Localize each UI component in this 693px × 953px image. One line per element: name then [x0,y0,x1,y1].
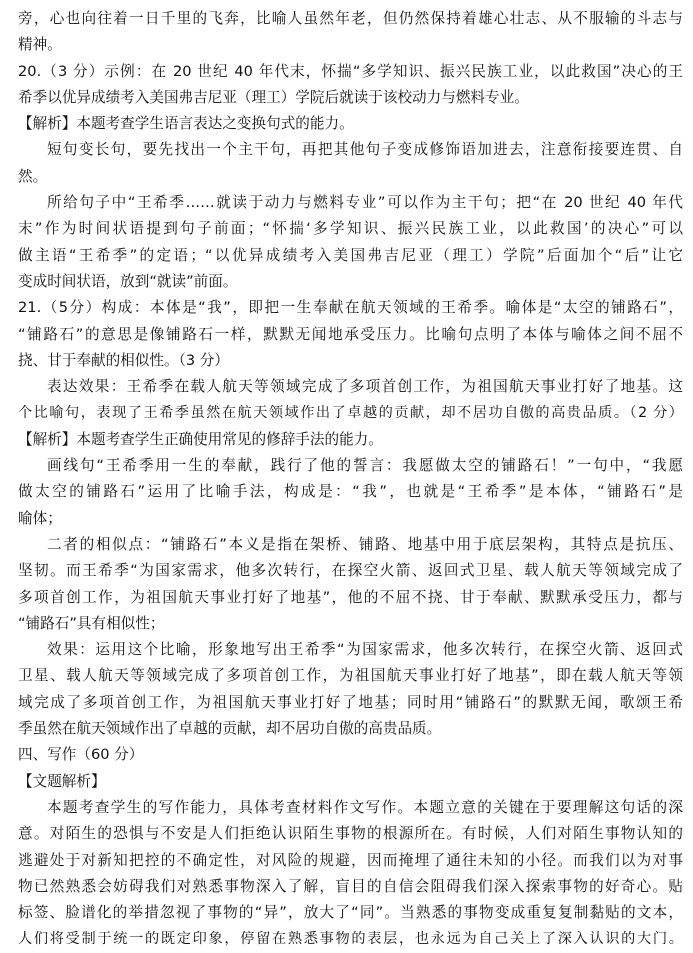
text-line: 做主语“王希季”的定语；“以优异成绩考入美国弗吉尼亚（理工）学院”后面加个“后”让它 [18,246,683,264]
text-line: 坚韧。而王希季“为国家需求，他多次转行，在探空火箭、返回式卫星、载人航天等领域完成了 [18,562,683,580]
text-line: 精神。 [18,36,62,54]
text-line: 挠、甘于奉献的相似性。（3 分） [18,351,229,369]
text-line: 短句变长句，要先找出一个主干句，再把其他句子变成修饰语加进去，注意衔接要连贯、自 [47,141,683,159]
section-heading-writing: 四、写作（60 分） [18,746,144,764]
text-line: 所给句子中“王希季……就读于动力与燃料专业”可以作为主干句；把“在 20 世纪 40 年代 [47,194,683,212]
text-line: “铺路石”的意思是像铺路石一样，默默无闻地承受压力。比喻句点明了本体与喻体之间不屈不 [18,325,683,343]
text-line: 二者的相似点：“铺路石”本义是指在架桥、铺路、地基中用于底层架构，其特点是抗压、 [47,535,683,553]
text-line: 表达效果：王希季在载人航天等领域完成了多项首创工作，为祖国航天事业打好了地基。这 [47,378,683,396]
text-line: 希季以优异成绩考入美国弗吉尼亚（理工）学院后就读于该校动力与燃料专业。 [18,88,529,106]
text-line: 卫星、载人航天等领域完成了多项首创工作，为祖国航天事业打好了地基”，即在载人航天等领 [18,667,683,685]
text-line: 然。 [18,167,48,185]
question-21-answer: 21.（5分）构成：本体是“我”，即把一生奉献在航天领域的王希季。喻体是“太空的铺路石”， [18,299,683,317]
text-line: 喻体； [18,509,62,527]
text-line: 做太空的铺路石”运用了比喻手法，构成是：“我”，也就是“王希季”是本体，“铺路石”是 [18,483,683,501]
text-line: 效果：运用这个比喻，形象地写出王希季“为国家需求，他多次转行，在探空火箭、返回式 [47,641,683,659]
topic-analysis-heading: 【文题解析】 [18,772,106,790]
question-20-answer: 20.（3 分）示例：在 20 世纪 40 年代末，怀揣“多学知识、振兴民族工业，以此救国”决心的王 [18,62,683,80]
text-line: 标签、脸谱化的举措忽视了事物的“异”，放大了“同”。当熟悉的事物变成重复复制黏贴的文本， [18,904,683,922]
text-line: 变成时间状语，放到“就读”前面。 [18,272,238,290]
text-line: 物已然熟悉会妨碍我们对熟悉事物深入了解，盲目的自信会阻碍我们深入探索事物的好奇心。贴 [18,877,683,895]
text-line: 多项首创工作，为祖国航天事业打好了地基”，他的不屈不挠、甘于奉献、默默承受压力，都与 [18,588,683,606]
text-line: 逃避处于对新知把控的不确定性，对风险的规避，因而掩埋了通往未知的小径。而我们以为对事 [18,851,683,869]
analysis-heading: 【解析】本题考查学生语言表达之变换句式的能力。 [18,115,354,133]
analysis-heading: 【解析】本题考查学生正确使用常见的修辞手法的能力。 [18,430,383,448]
text-line: 人们将受制于统一的既定印象，停留在熟悉事物的表层，也永远为自己关上了深入认识的大门。 [18,931,683,948]
text-line: 意。对陌生的恐惧与不安是人们拒绝认识陌生事物的根源所在。有时候，人们对陌生事物认知的 [18,825,683,843]
text-line: 旁，心也向往着一日千里的飞奔，比喻人虽然年老，但仍然保持着雄心壮志、从不服输的斗志与 [18,10,683,27]
text-line: 本题考查学生的写作能力，具体考查材料作文写作。本题立意的关键在于要理解这句话的深 [47,798,683,816]
text-line: 个比喻句，表现了王希季虽然在航天领域作出了卓越的贡献，却不居功自傲的高贵品质。（2 分） [18,405,683,422]
text-line: 画线句“王希季用一生的奉献，践行了他的誓言：我愿做太空的铺路石！”一句中，“我愿 [47,457,683,475]
text-line: 季虽然在航天领域作出了卓越的贡献，却不居功自傲的高贵品质。 [18,720,442,738]
text-line: “铺路石”具有相似性； [18,614,165,632]
text-line: 末”作为时间状语提到句子前面；“怀揣‘多学知识、振兴民族工业，以此救国’的决心”可以 [18,220,683,238]
text-line: 域完成了多项首创工作，为祖国航天事业打好了地基；同时用“铺路石”的默默无闻，歌颂王希 [18,693,683,711]
